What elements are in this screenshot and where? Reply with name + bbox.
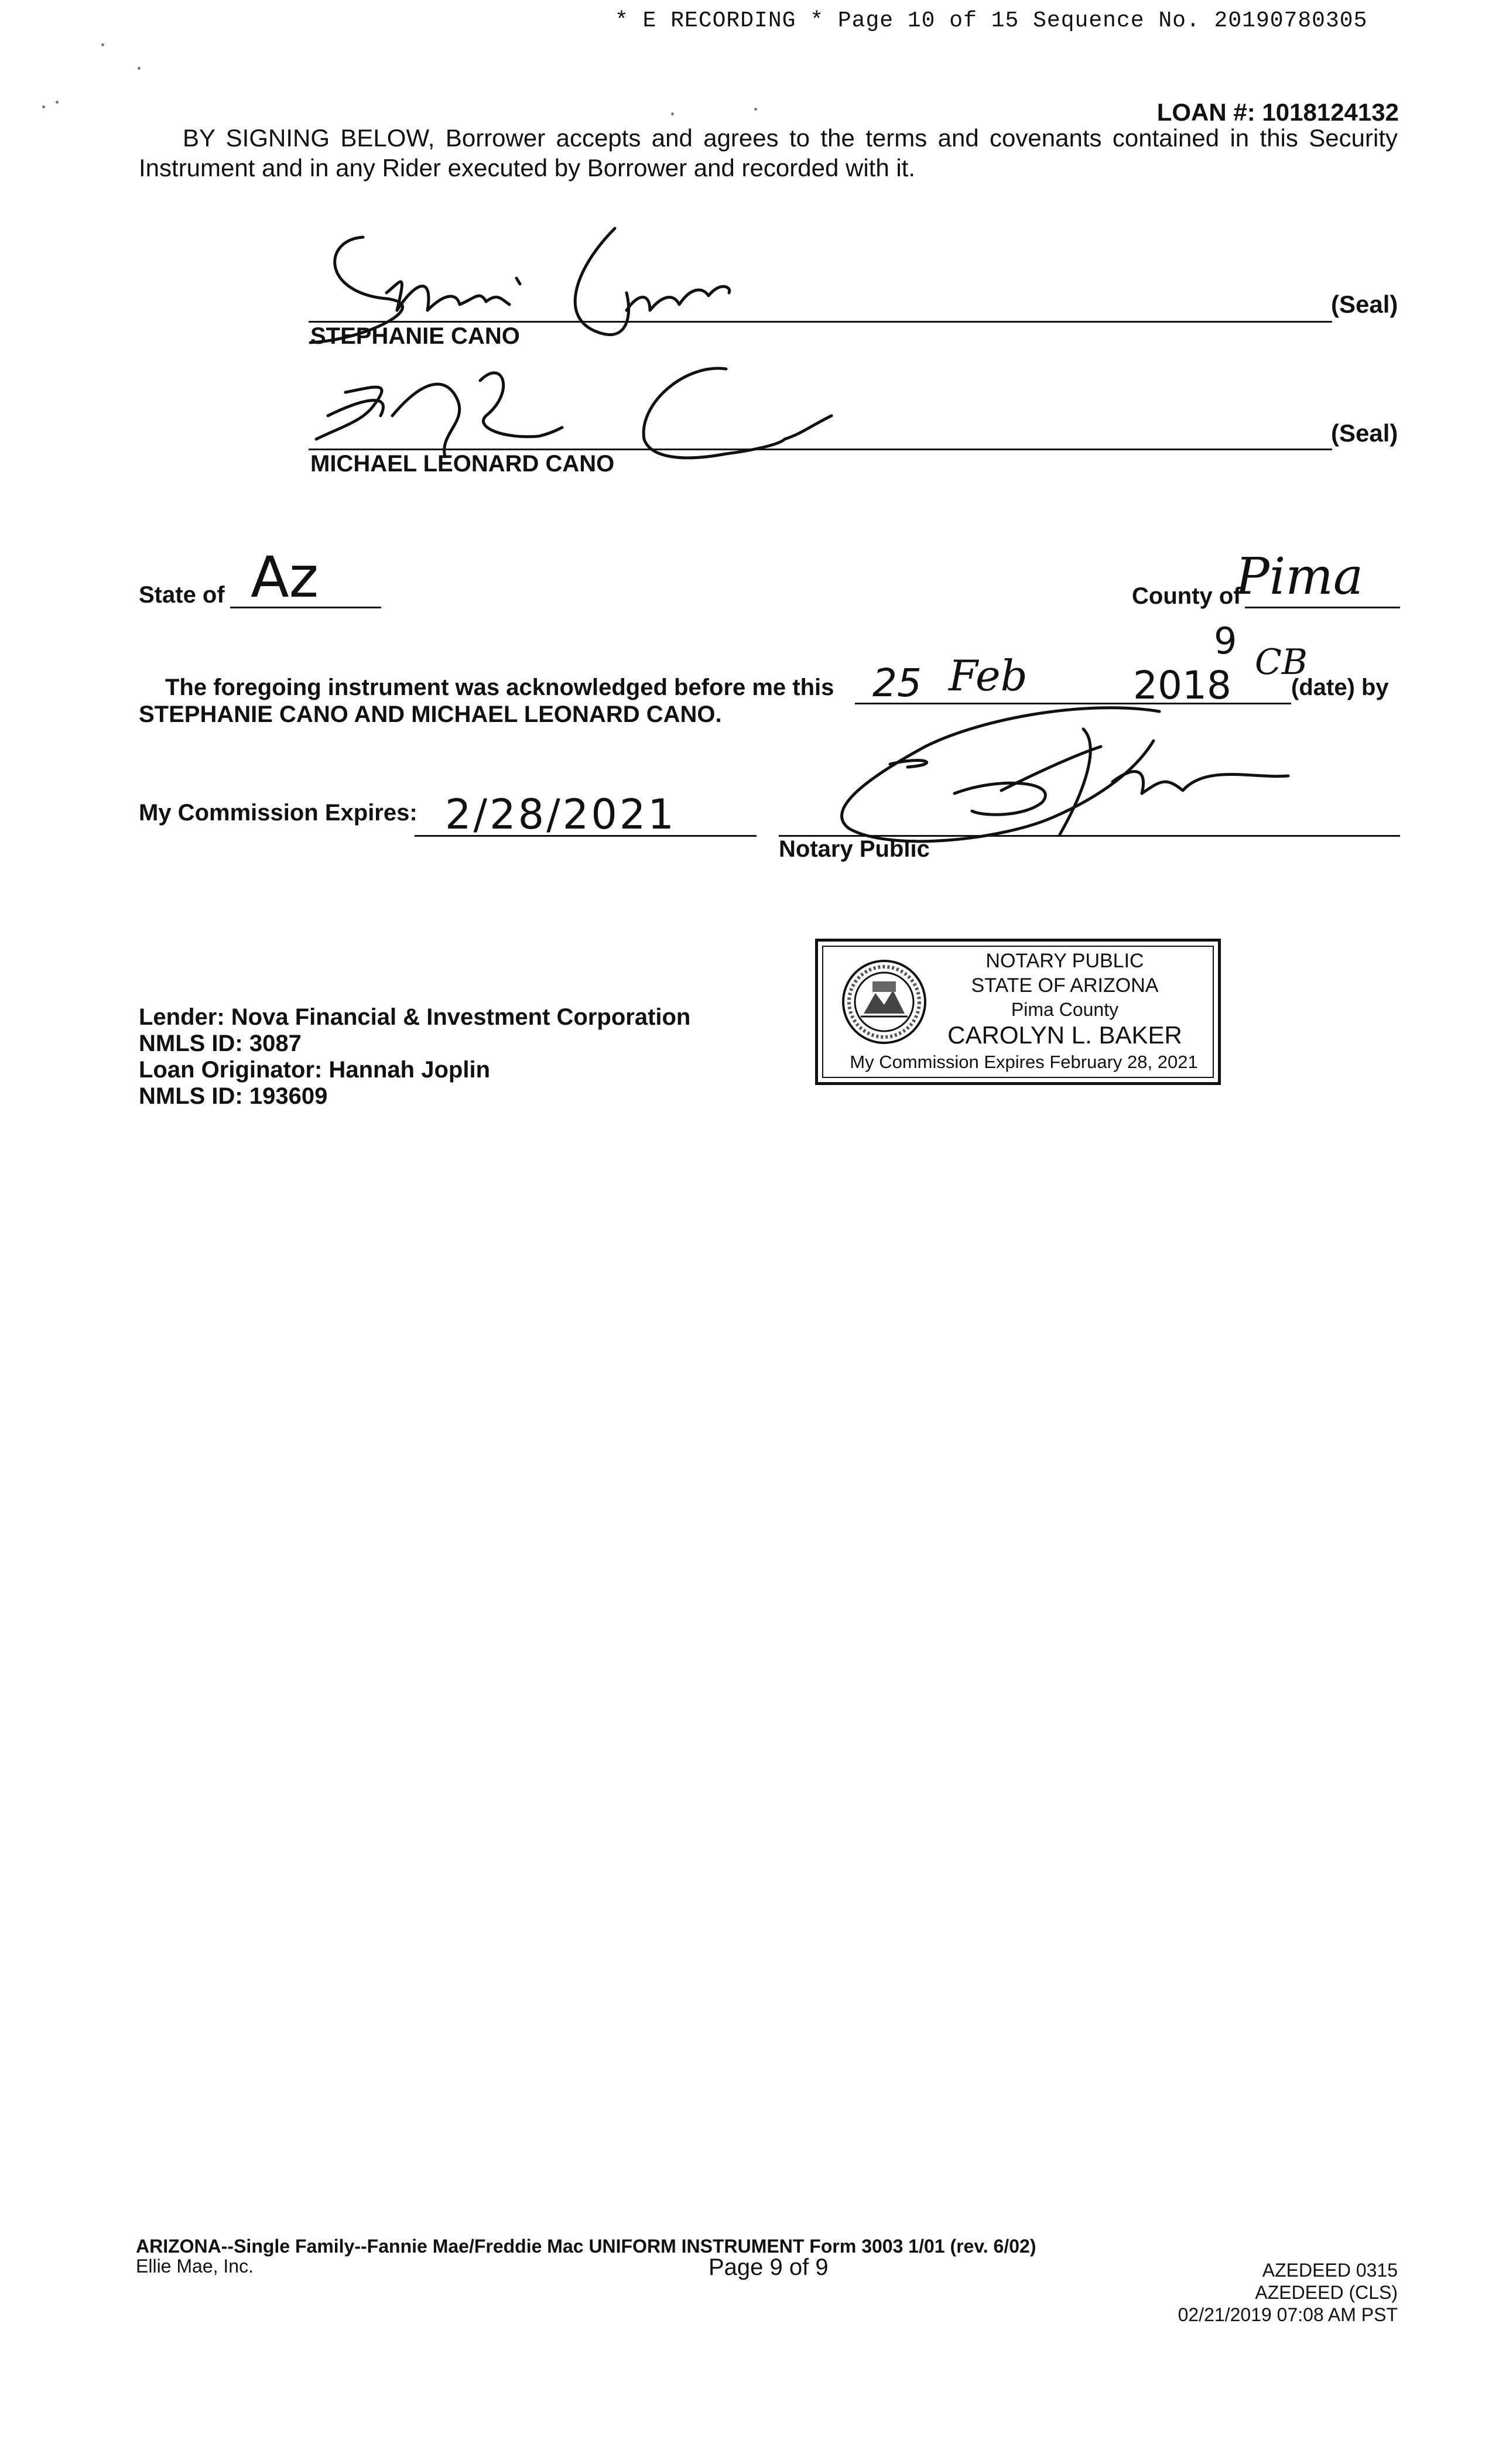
stamp-commission-expires: My Commission Expires February 28, 2021 <box>850 1052 1198 1072</box>
loan-number-label: LOAN #: <box>1156 98 1255 126</box>
originator-nmls: NMLS ID: 193609 <box>139 1083 328 1109</box>
signing-statement-line1: BY SIGNING BELOW, Borrower accepts and agrees to the terms and covenants contained in this Security <box>183 124 1398 152</box>
scan-speck <box>56 101 59 104</box>
ack-year-correction: 9 <box>1214 620 1237 662</box>
correction-initials: CB <box>1255 642 1308 683</box>
borrower-name-2: MICHAEL LEONARD CANO <box>310 451 615 477</box>
footer-page-number: Page 9 of 9 <box>709 2254 829 2280</box>
michael-cano-signature <box>304 357 843 463</box>
footer-codes <box>1178 2259 1398 2326</box>
notary-public-label: Notary Public <box>779 836 930 862</box>
footer-form-title: ARIZONA--Single Family--Fannie Mae/Freddie Mac UNIFORM INSTRUMENT Form 3003 1/01 (rev. 6/02) <box>136 2236 1036 2257</box>
county-label: County of <box>1132 583 1241 609</box>
stamp-state: STATE OF ARIZONA <box>971 974 1159 997</box>
signing-statement-line2: Instrument and in any Rider executed by Borrower and recorded with it. <box>139 154 916 182</box>
county-line <box>1245 607 1400 608</box>
seal-label-1: (Seal) <box>1331 290 1398 318</box>
scan-speck <box>671 112 674 115</box>
footer-timestamp: 02/21/2019 07:08 AM PST <box>1178 2304 1398 2325</box>
county-handwritten: Pima <box>1236 547 1364 606</box>
lender-name: Lender: Nova Financial & Investment Corporation <box>139 1004 691 1030</box>
acknowledged-persons: STEPHANIE CANO AND MICHAEL LEONARD CANO. <box>139 701 722 727</box>
footer-code-2: AZEDEED (CLS) <box>1255 2282 1398 2303</box>
loan-originator: Loan Originator: Hannah Joplin <box>139 1057 490 1083</box>
lender-nmls: NMLS ID: 3087 <box>139 1031 302 1056</box>
stamp-notary-name: CAROLYN L. BAKER <box>947 1021 1182 1049</box>
commission-expires-label: My Commission Expires: <box>139 800 417 826</box>
ack-month-handwritten: Feb <box>949 651 1028 700</box>
stamp-notary-public: NOTARY PUBLIC <box>985 950 1144 972</box>
loan-number <box>1157 98 1399 126</box>
recording-header: * E RECORDING * Page 10 of 15 Sequence No. 20190780305 <box>615 8 1368 33</box>
state-handwritten: Az <box>251 545 319 610</box>
ack-day-handwritten: 25 <box>872 661 922 706</box>
acknowledgment-text: The foregoing instrument was acknowledged before me this <box>165 675 834 700</box>
scan-speck <box>138 67 141 70</box>
lender-block <box>139 1004 690 1110</box>
borrower-name-1: STEPHANIE CANO <box>310 323 520 349</box>
scan-speck <box>101 43 104 46</box>
loan-number-value: 1018124132 <box>1262 98 1399 126</box>
commission-expires-handwritten: 2/28/2021 <box>445 790 676 839</box>
scan-speck <box>42 105 45 108</box>
notary-signature <box>808 694 1300 846</box>
signature-line-1 <box>309 321 1332 323</box>
stamp-county: Pima County <box>1011 999 1119 1020</box>
footer-code-1: AZEDEED 0315 <box>1262 2260 1398 2281</box>
state-label: State of <box>139 582 225 608</box>
footer-vendor: Ellie Mae, Inc. <box>136 2256 254 2277</box>
ack-year-handwritten: 2018 <box>1133 663 1231 708</box>
signature-line-2 <box>309 449 1332 450</box>
seal-label-2: (Seal) <box>1331 419 1398 447</box>
notary-stamp <box>815 939 1221 1085</box>
signing-statement <box>139 123 1398 183</box>
scan-speck <box>754 108 757 111</box>
date-suffix: (date) by <box>1291 675 1389 700</box>
